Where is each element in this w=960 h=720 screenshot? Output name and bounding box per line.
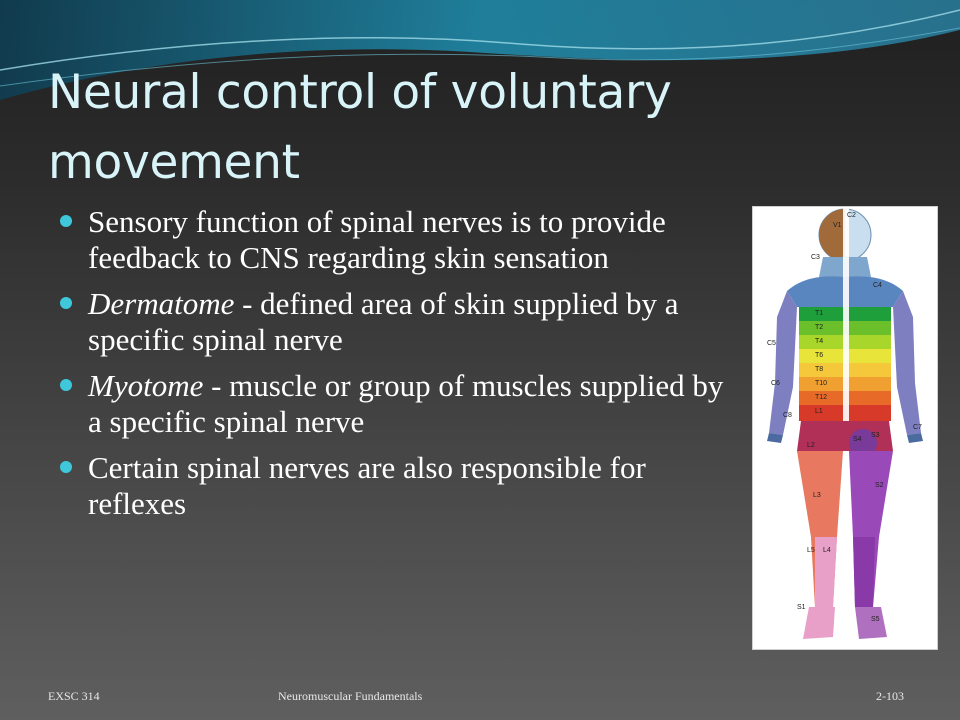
bullet-term: Dermatome xyxy=(88,286,235,321)
dermatome-label: L5 xyxy=(807,547,815,554)
dermatome-label: S1 xyxy=(797,604,806,611)
dermatome-label: C7 xyxy=(913,424,922,431)
dermatome-label: C8 xyxy=(783,412,792,419)
dermatome-label: T10 xyxy=(815,380,828,387)
dermatome-label: S4 xyxy=(853,436,862,443)
bullet-item xyxy=(60,450,730,522)
dermatome-label: S2 xyxy=(875,482,884,489)
dermatome-label: T1 xyxy=(815,310,824,317)
dermatome-label: T4 xyxy=(815,338,824,345)
dermatome-label: T8 xyxy=(815,366,824,373)
bullet-dot-icon xyxy=(60,461,72,473)
dermatome-body-figure xyxy=(753,207,937,649)
bullet-dot-icon xyxy=(60,297,72,309)
bullet-text: Sensory function of spinal nerves is to provide feedback to CNS regarding skin sensation xyxy=(88,204,666,275)
dermatome-label: S3 xyxy=(871,432,880,439)
bullet-text: - muscle or group of muscles supplied by a specific spinal nerve xyxy=(88,368,724,439)
footer-course: EXSC 314 xyxy=(48,689,100,703)
dermatome-label: L2 xyxy=(807,442,815,449)
bullet-item xyxy=(60,286,730,358)
bullet-text: Certain spinal nerves are also responsible for reflexes xyxy=(88,450,646,521)
footer-page-number: 2-103 xyxy=(876,689,904,703)
dermatome-label: S5 xyxy=(871,616,880,623)
dermatome-label: C2 xyxy=(847,212,856,219)
footer-subject: Neuromuscular Fundamentals xyxy=(278,689,423,703)
dermatome-label: C5 xyxy=(767,340,776,347)
bullet-text: - defined area of skin supplied by a specific spinal nerve xyxy=(88,286,679,357)
dermatome-label: C6 xyxy=(771,380,780,387)
dermatome-label: T12 xyxy=(815,394,828,401)
dermatome-label: L4 xyxy=(823,547,831,554)
bullet-item xyxy=(60,204,730,276)
dermatome-label: V1 xyxy=(833,222,842,229)
dermatome-label: T6 xyxy=(815,352,824,359)
bullet-list xyxy=(60,204,730,532)
slide-title: Neural control of voluntary movement xyxy=(48,65,672,190)
bullet-item xyxy=(60,368,730,440)
bullet-dot-icon xyxy=(60,215,72,227)
dermatome-map-image xyxy=(752,206,938,650)
dermatome-label: C4 xyxy=(873,282,882,289)
dermatome-label: T2 xyxy=(815,324,824,331)
dermatome-label: L1 xyxy=(815,408,823,415)
bullet-term: Myotome xyxy=(88,368,204,403)
dermatome-label: C3 xyxy=(811,254,820,261)
dermatome-label: L3 xyxy=(813,492,821,499)
bullet-dot-icon xyxy=(60,379,72,391)
